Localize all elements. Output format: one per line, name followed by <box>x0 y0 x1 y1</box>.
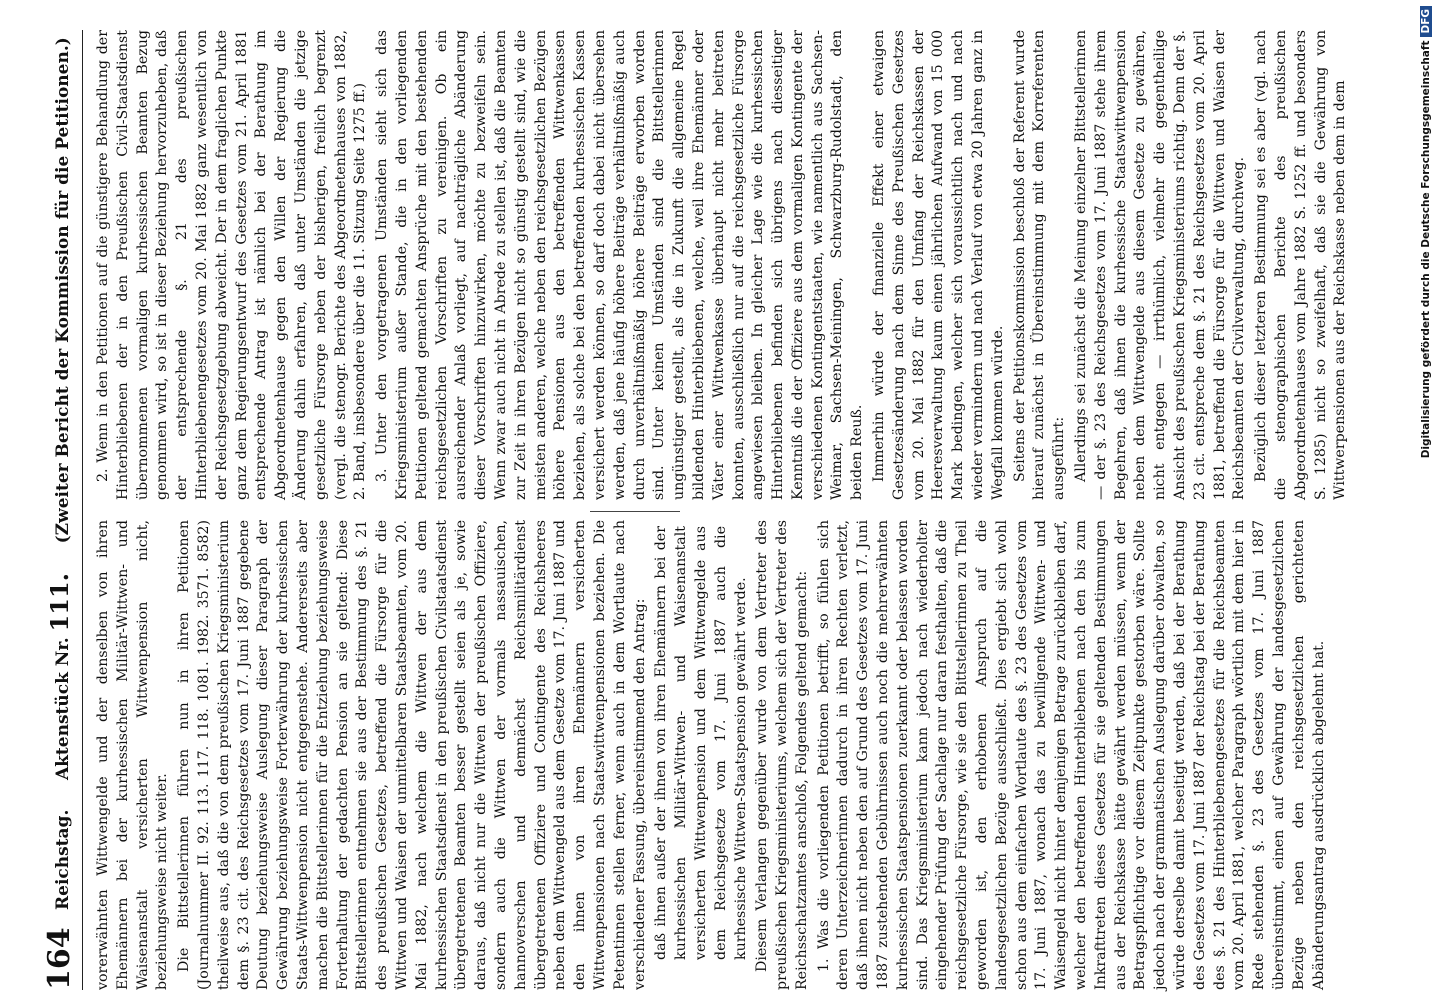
header-right: (Zweiter Bericht der Kommission für die Petitionen.) <box>52 37 73 544</box>
column-divider <box>590 511 680 512</box>
header-center-pre: Aktenstück Nr. <box>52 637 73 781</box>
funding-text: Digitalisierung gefördert durch die Deutsche Forschungsgemeinschaft <box>1420 40 1432 459</box>
paragraph: Diesem Verlangen gegenüber wurde von dem Vertreter des preußischen Kriegsministeriums, welchem sich der Vertreter des Reichsschatzamtes anschloß, Folgendes geltend gemacht: <box>754 520 810 990</box>
left-column <box>94 520 1334 990</box>
paragraph: 1. Was die vorliegenden Petitionen betrifft, so fühlen sich deren Unterzeichnerinnen dadurch in ihren Rechten verletzt, daß ihnen nicht neben den auf Grund des Gesetzes vom 17. Juni 1887 zustehenden Gebührnissen auch noch die mehrerwähnten kurhessischen Staatspensionen zuerkannt oder belassen worden sind. Das Kriegsministerium kann jedoch nach wiederholter eingehender Prüfung der Sachlage nur daran festhalten, daß die reichsgesetzliche Fürsorge, wie sie den Bittstellerinnen zu Theil geworden ist, den erhobenen Anspruch auf die landesgesetzlichen Bezüge ausschließt. Dies ergiebt sich wohl schon aus dem einfachen Wortlaute des §. 23 des Gesetzes vom 17. Juni 1887, wonach das zu bewilligende Wittwen- und Waisengeld nicht hinter demjenigen Betrage zurückbleiben darf, welcher den betreffenden Hinterbliebenen nach den bis zum Inkrafttreten dieses Gesetzes für sie geltenden Bestimmungen aus der Reichskasse hätte gewährt werden müssen, wenn der Betragspflichtige vor diesem Zeitpunkte gestorben wäre. Sollte jedoch nach der grammatischen Auslegung darüber obwalten, so würde derselbe damit beseitigt werden, daß bei der Berathung des Gesetzes vom 17. Juni 1887 der Reichstag bei der Berathung des §. 21 des Hinterbliebenengesetzes für die Reichsbeamten vom 20. April 1881, welcher Paragraph wörtlich mit dem hier in Rede stehenden §. 23 des Gesetzes vom 17. Juni 1887 übereinstimmt, einen auf Gewährung der landesgesetzlichen Bezüge neben den reichsgesetzlichen gerichteten Abänderungsantrag ausdrücklich abgelehnt hat. <box>815 520 1327 990</box>
digitization-sidebar <box>1414 6 1432 994</box>
quoted-request: daß ihnen außer der ihnen von ihren Ehemännern bei der kurhessischen Militär-Wittwen- und Waisenanstalt versicherten Wittwenpension und dem Wittwengelde aus dem Reichsgesetze vom 17. Juni 1887 auch die kurhessische Wittwen-Staatspension gewährt werde. <box>653 526 749 960</box>
right-column <box>94 30 1349 500</box>
header-center-num: 111. <box>44 572 74 632</box>
page-header <box>41 30 77 990</box>
dfg-logo: DFG <box>1420 6 1432 37</box>
paragraph: Bezüglich dieser letzteren Bestimmung sei es aber (vgl. nach die stenographischen Berichte des preußischen Abgeordnetenhauses vom Jahre 1882 S. 1252 ff. und besonders S. 1285) nicht so zweifelhaft, daß sie die Gewährung von Wittwerpensionen aus der Reichskasse neben dem in dem <box>1253 30 1349 500</box>
paragraph: 2. Wenn in den Petitionen auf die günstigere Behandlung der Hinterbliebenen der in den Preußischen Civil-Staatsdienst übernommenen vormaligen kurhessischen Beamten Bezug genommen wird, so ist in dieser Beziehung hervorzuheben, daß der entsprechende §. 21 des preußischen Hinterbliebenengesetzes vom 20. Mai 1882 ganz wesentlich von der Reichsgesetzgebung abweicht. Der in dem fraglichen Punkte ganz dem Regierungsentwurf des Gesetzes vom 21. April 1881 entsprechende Antrag ist nämlich bei der Berathung im Abgeordnetenhause gegen den Willen der Regierung die Änderung dahin erfahren, daß unter Umständen die jetzige gesetzliche Fürsorge neben der bisherigen, freilich begrenzt (vergl. die stenogr. Berichte des Abgeordnetenhauses von 1882, 2. Band, insbesondere über die 11. Sitzung Seite 1275 ff.) <box>95 30 369 500</box>
header-rule <box>82 30 83 990</box>
header-line <box>45 37 74 910</box>
paragraph: Die Bittstellerinnen führen nun in ihren Petitionen (Journalnummer II. 92. 113. 117. 118. 1081. 1982. 3571. 8582) theilweise aus, daß die von dem preußischen Kriegsministerium dem §. 23 cit. des Reichsgesetzes vom 17. Juni 1887 gegebene Deutung beziehungsweise Auslegung dieser Paragraph der Gewährung beziehungsweise Forterwährung der kurhessischen Staats-Wittwenpension nicht entgegenstehe. Andererseits aber machen die Bittstellerinnen für die Entziehung beziehungsweise Forterhaltung der gedachten Pension an sie geltend: Diese Bittstellerinnen entnehmen sie aus der Bestimmung des §. 21 des preußischen Gesetzes, betreffend die Fürsorge für die Wittwen und Waisen der unmittelbaren Staatsbeamten, vom 20. Mai 1882, nach welchem die Wittwen der aus dem kurhessischen Staatsdienst in den preußischen Civilstaatsdienst übergetretenen Beamten besser gestellt seien als je, sowie daraus, daß nicht nur die Wittwen der preußischen Offiziere, sondern auch die Wittwen der vormals nassauischen, hannoverschen und demnächst Reichsmilitärdienst übergetretenen Offiziere und Contingente des Reichsheeres neben dem Wittwengeld aus dem Gesetze vom 17. Juni 1887 und den ihnen von ihren Ehemännern versicherten Wittwenpensionen nach Staatswittwenpensionen beziehen. Die Petentinnen stellen ferner, wenn auch in dem Wortlaute nach verschiedener Fassung, übereinstimmend den Antrag: <box>176 520 648 990</box>
page-number: 164 <box>41 927 77 990</box>
funding-note <box>1417 6 1435 994</box>
paragraph: 3. Unter den vorgetragenen Umständen sieht sich das Kriegsministerium außer Stande, die in den vorliegenden Petitionen geltend gemachten Ansprüche mit den bestehenden reichsgesetzlichen Vorschriften zu vereinigen. Ob ein ausreichender Anlaß vorliegt, auf nachträgliche Abänderung dieser Vorschriften hinzuwirken, möchte zu bezweifeln sein. Wenn zwar auch nicht in Abrede zu stellen ist, daß die Beamten zur Zeit in ihren Bezügen nicht so günstig gestellt sind, wie die meisten anderen, welche neben den reichsgesetzlichen Bezügen höhere Pensionen aus den betreffenden Wittwenkassen beziehen, als solche bei den betreffenden kurhessischen Kassen versichert werden können, so darf doch dabei nicht übersehen werden, daß jene häufig höhere Beiträge verhältnißmäßig auch durch unverhältnißmäßig höhere Beiträge erworben worden sind. Unter keinen Umständen sind die Bittstellerinnen ungünstiger gestellt, als die in Zukunft die allgemeine Regel bildenden Hinterbliebenen, welche, weil ihre Ehemänner oder Väter einer Wittwenkasse überhaupt nicht mehr beitreten konnten, ausschließlich nur auf die reichsgesetzliche Fürsorge angewiesen bleiben. In gleicher Lage wie die kurhessischen Hinterbliebenen befinden sich übrigens nach diesseitiger Kenntniß die der Offiziere aus dem vormaligen Kontingente der verschiedenen Kontingentstaaten, wie namentlich aus Sachsen-Weimar, Sachsen-Meiningen, Schwarzburg-Rudolstadt, den beiden Reuß. <box>374 30 866 500</box>
paragraph: Seitens der Petitionskommission beschloß der Referent wurde hierauf zunächst in Übereinstimmung mit dem Korreferenten ausgeführt: <box>1011 30 1068 500</box>
paragraph: Immerhin würde der finanzielle Effekt einer etwaigen Gesetzesänderung nach dem Sinne des Preußischen Gesetzes vom 20. Mai 1882 für den Umfang der Reichskassen der Heeresverwaltung kaum einen jährlichen Aufwand von 15 000 Mark bedingen, welcher sich voraussichtlich nach und nach wieder vermindern und nach Verlauf von etwa 20 Jahren ganz in Wegfall kommen würde. <box>871 30 1006 500</box>
paragraph: vorerwähnten Wittwengelde und der denselben von ihren Ehemännern bei der kurhessischen Militär-Wittwen- und Waisenanstalt versicherten Wittwenpension nicht, beziehungsweise nicht weiter. <box>95 520 171 990</box>
paragraph: Allerdings sei zunächst die Meinung einzelner Bittstellerinnen — der §. 23 des Reichsgesetzes vom 17. Juni 1887 stehe ihrem Begehren, daß ihnen die kurhessische Staatswittwenpension neben dem Wittwengelde aus diesem Gesetze zu gewähren, nicht entgegen — irrthümlich, vielmehr die gegentheilige Ansicht des preußischen Kriegsministeriums richtig. Denn der §. 23 cit. entspreche dem §. 21 des Reichsgesetzes vom 20. April 1881, betreffend die Fürsorge für die Wittwen und Waisen der Reichsbeamten der Civilverwaltung, durchweg. <box>1073 30 1248 500</box>
header-left: Reichstag. <box>52 809 73 910</box>
